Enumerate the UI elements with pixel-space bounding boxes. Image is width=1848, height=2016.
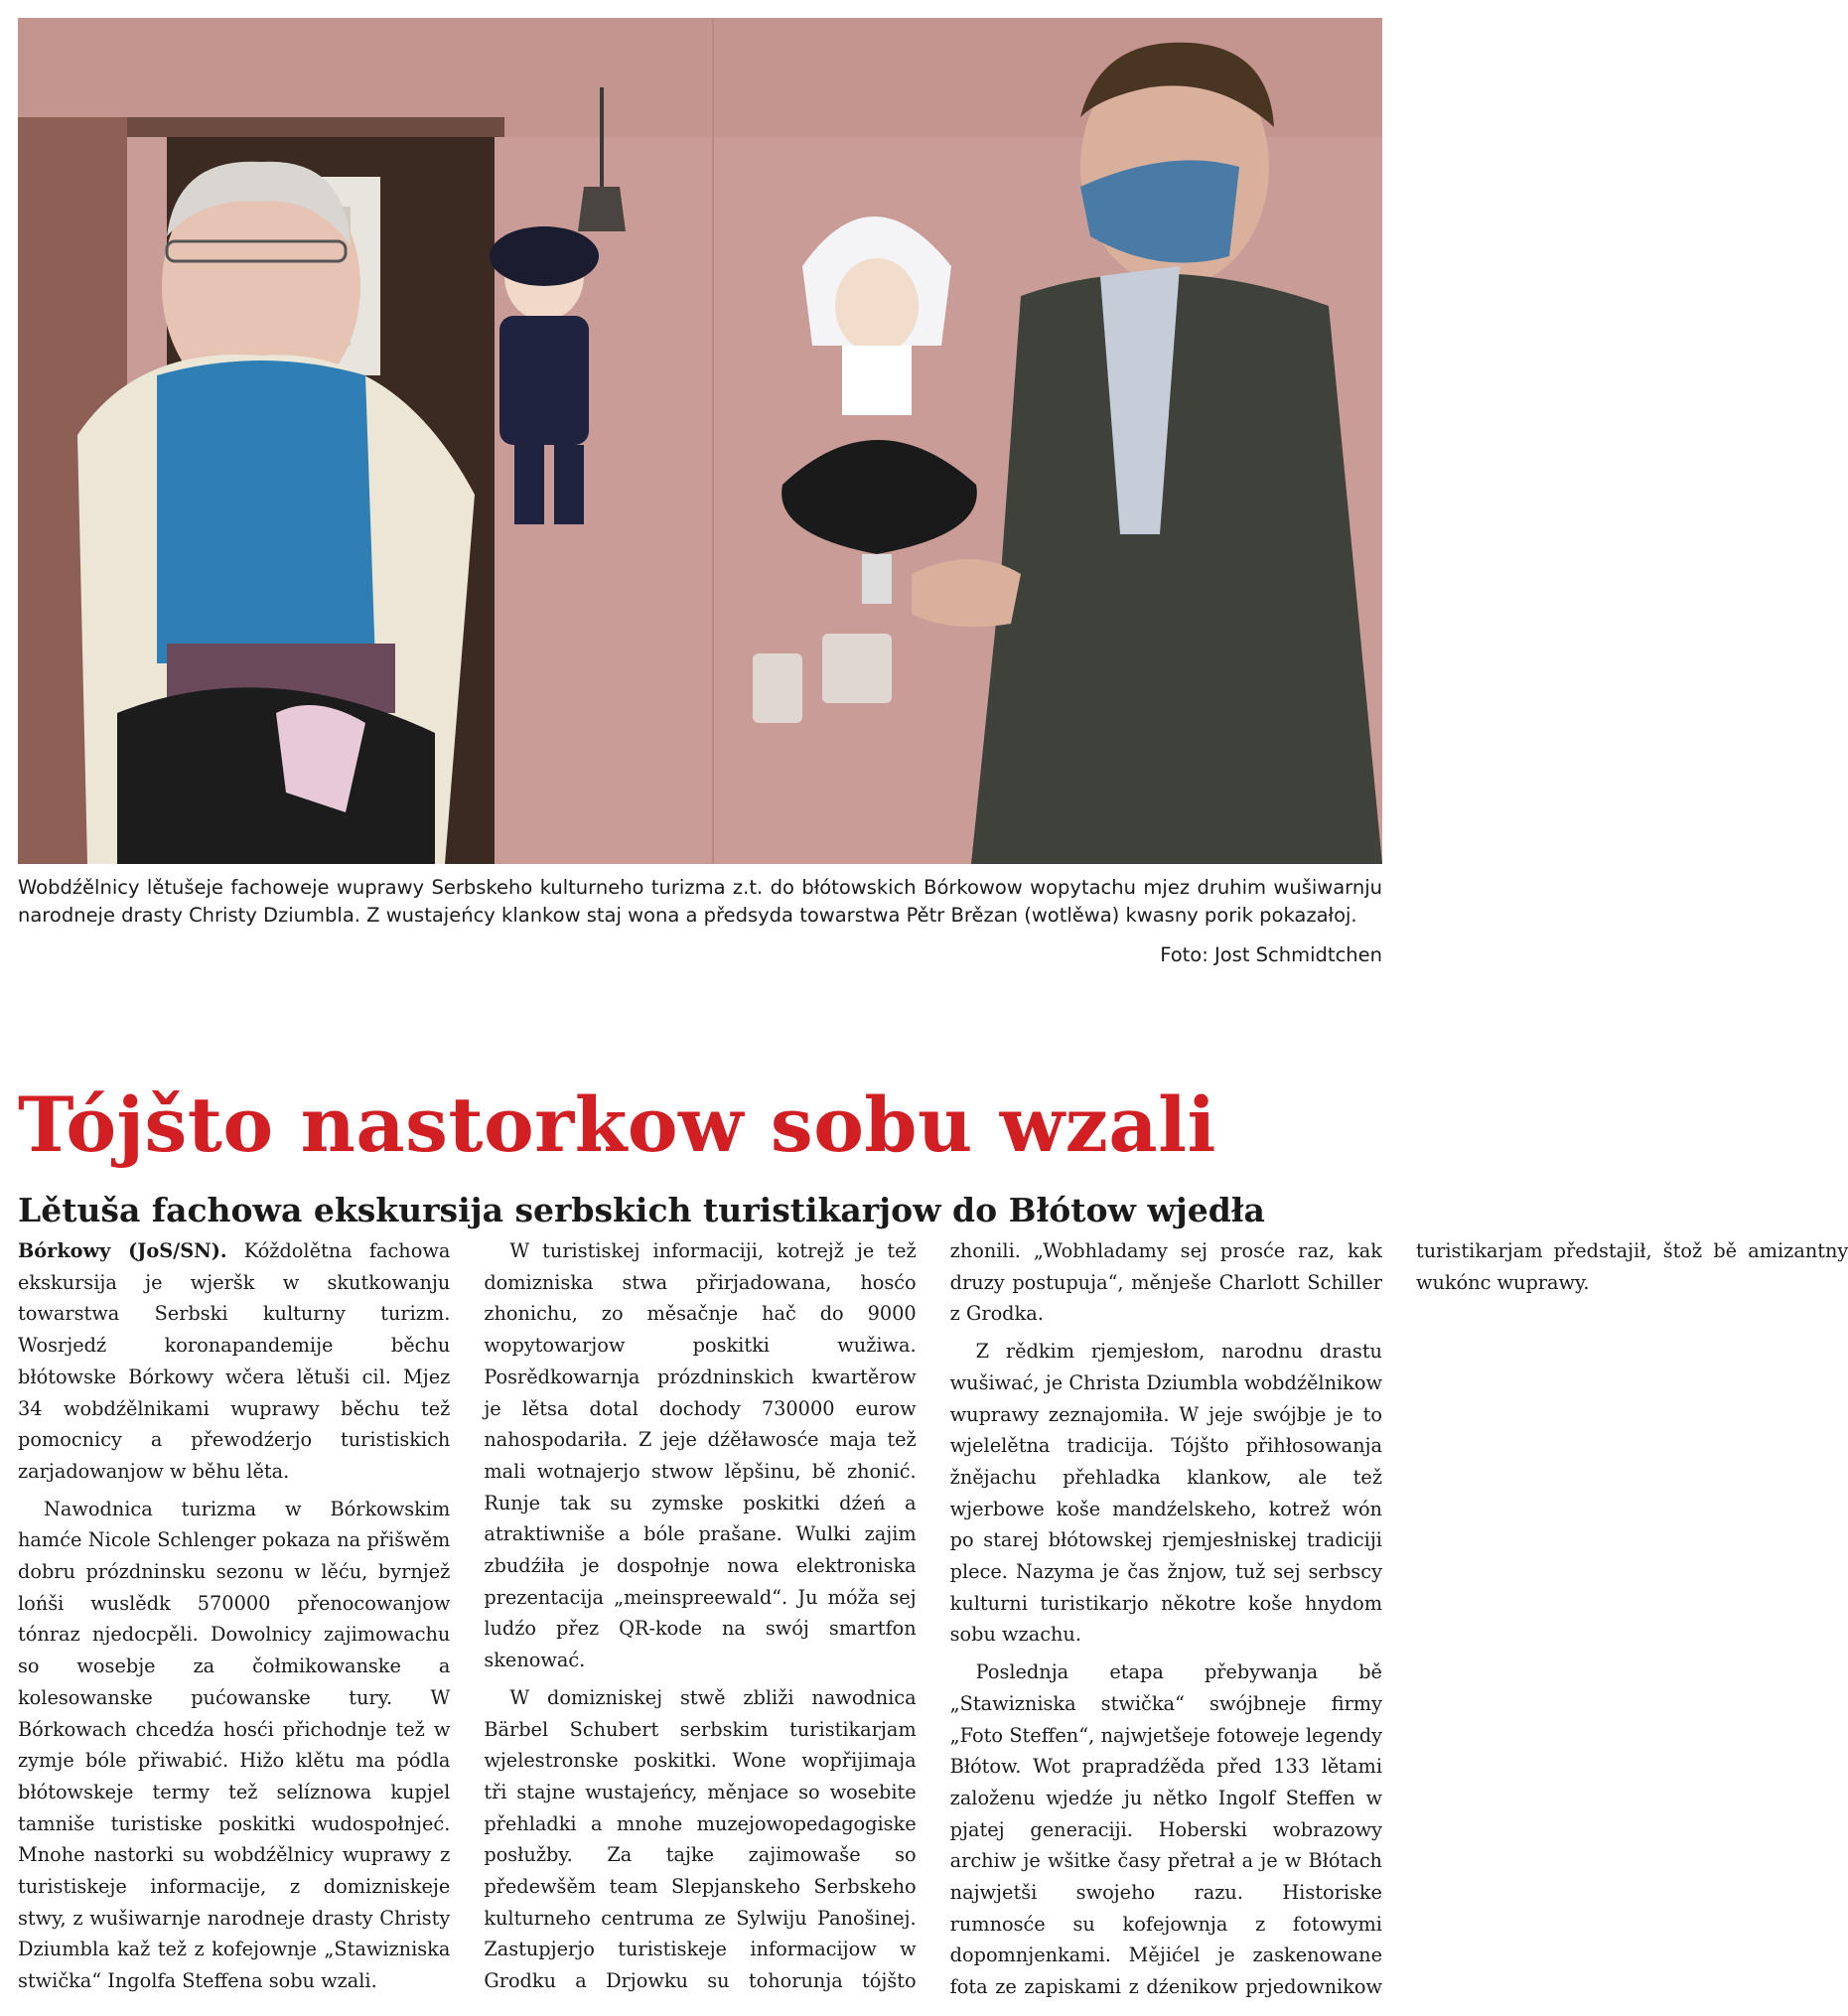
- article-photo: [18, 18, 1382, 864]
- dateline: Bórkowy (JoS/SN).: [18, 1239, 227, 1262]
- article-subheadline: Lětuša fachowa ekskursija serbskich turistikarjow do Błótow wjedła: [18, 1191, 1265, 1230]
- photo-illustration: [18, 18, 1382, 864]
- paragraph-text: Kóždolětna fachowa ekskursija je wjeršk w skutkowanju towarstwa Serbski kulturny turizm. Wosrjedź koronapandemije běchu błótowske Bórkowy wčera lětuši cil. Mjez 34 wobdźělnikami wuprawy běchu tež pomocnicy a přewodźerjo turistiskich zarjadowanjow w běhu lěta.: [18, 1239, 451, 1483]
- article-headline: Tójšto nastorkow sobu wzali: [18, 1080, 1216, 1169]
- article-body: [18, 1235, 1848, 2005]
- article-paragraph: Poslednja etapa přebywanja bě „Stawizniska stwička“ swójbneje firmy „Foto Steffen“, najwjetšeje fotoweje legendy Błótow. Wot prapradźěda před 133 lětami založenu wjedźe ju nětko Ingolf Steffen w pjatej generaciji. Hoberski wobrazowy archiw je wšitke časy přetrał a je w Błótach najwjetši swojeho razu. Historiske rumnosće su kofejownja z fotowymi dopomnjenkami. Mějićel je zaskenowane fota ze zapiskami z dźenikow prjedownikow turistikarjam předstajił, štož bě amizantny wukónc wuprawy.: [949, 1239, 1848, 1999]
- article-paragraph: W domizniskej stwě zbliži nawodnica Bärbel Schubert serbskim turistikarjam wjelestronske poskitki. Wone wopřijimaja tři stajne wustajeńcy, měnjace so wosebite přehladki a mnohe muzejowopedagogiske posłužby. Za tajke zajimowaše so předewšěm team Slepjanskeho Serbskeho kulturneho centruma ze Sylwiju Panošinej. Zastupjerjo turistiskeje informacijow w Grodku a Drjowku su tohorunja tójšto zhonili. „Wobhladamy sej prosće raz, kak druzy postupuja“, měnješe Charlott Schiller z Grodka.: [484, 1239, 1382, 1993]
- caption-text: Wobdźělnicy lětušeje fachoweje wuprawy Serbskeho kulturneho turizma z.t. do błótowskich Bórkowow wopytachu mjez druhim wušiwarnju narodneje drasty Christy Dziumbla. Z wustajeńcy klankow staj wona a předsyda towarstwa Pětr Brězan (wotlěwa) kwasny porik pokazałoj.: [18, 876, 1382, 927]
- article-paragraph: [18, 1235, 450, 1488]
- photo-caption: [18, 874, 1382, 930]
- photo-credit: Foto: Jost Schmidtchen: [1160, 943, 1382, 966]
- article-paragraph: W turistiskej informaciji, kotrejž je tež domizniska stwa přirjadowana, hosćo zhonichu, zo měsačnje hač do 9000 wopytowarjow poskitki wužiwa. Posrědkowarnja prózdninskich kwartěrow je lětsa dotal dochody 730000 eurow nahospodariła. Z jeje dźěławosće maja tež mali wotnajerjo stwow lěpšinu, bě zhonić. Runje tak su zymske poskitki dźeń a atraktiwniše a bóle prašane. Wulki zajim zbudźiła je dospołnje nowa elektroniska prezentacija „meinspreewald“. Ju móža sej ludźo přez QR-kode na swój smartfon skenować.: [484, 1239, 917, 1672]
- article-paragraph: Nawodnica turizma w Bórkowskim hamće Nicole Schlenger pokaza na přišwěm dobru prózdninsku sezonu w lěću, byrnjež lońši wuslědk 570000 přenocowanjow tónraz njedocpěli. Dowolnicy zajimowachu so wosebje za čołmikowanske a kolesowanske pućowanske tury. W Bórkowach chcedźa hosći přichodnje tež w zymje bóle přiwabić. Hižo klětu ma pódla błótowskeje termy tež selíznowa kupjel tamniše turistiske poskitki wudospołnjeć. Mnohe nastorki su wobdźělnicy wuprawy z turistiskeje informacije, z domizniskeje stwy, z wušiwarnje narodneje drasty Christy Dziumbla kaž tež z kofejownje „Stawizniska stwička“ Ingolfa Steffena sobu wzali.: [18, 1497, 451, 1993]
- article-paragraph: Z rědkim rjemjesłom, narodnu drastu wušiwać, je Christa Dziumbla wobdźělnikow wuprawy zeznajomiła. W jeje swójbje je to wjelelětna tradicija. Tójšto přihłosowanja žnějachu přehladka klankow, ale tež wjerbowe koše mandźelskeho, kotrež wón po starej błótowskej rjemjesłniskej tradiciji plece. Nazyma je čas žnjow, tuž sej serbscy kulturni turistikarjo někotre koše hnydom sobu wzachu.: [949, 1340, 1382, 1647]
